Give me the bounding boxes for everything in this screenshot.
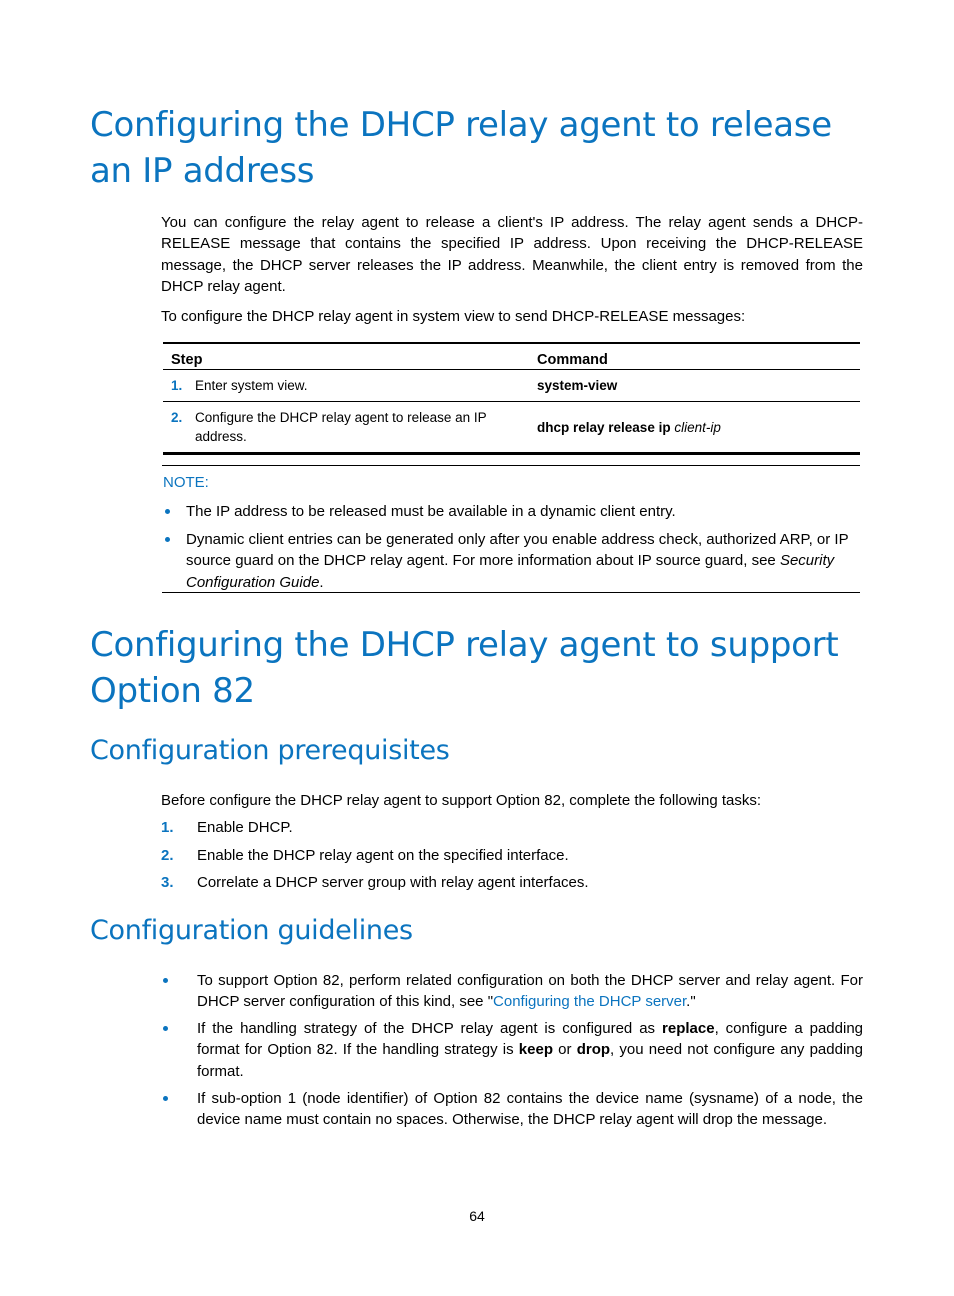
configuring-dhcp-server-link[interactable]: Configuring the DHCP server bbox=[493, 993, 687, 1011]
list-item-number: 2. bbox=[161, 847, 174, 864]
list-item-number: 1. bbox=[161, 819, 174, 836]
guideline-text-part: , configure a padding format for Option 82. If the handling strategy is bbox=[197, 1020, 864, 1059]
guideline-text-part: , you need not configure any padding format. bbox=[197, 1041, 863, 1080]
release-intro-paragraph: You can configure the relay agent to release a client's IP address. The relay agent sends a DHCP-RELEASE message that contains the specified IP address. Upon receiving the DHCP-RELEASE message, the DHCP server releases the IP address. Meanwhile, the client entry is removed from the DHCP relay agent. bbox=[161, 214, 863, 295]
table-row bbox=[163, 402, 860, 454]
note-item-text-tail: . bbox=[319, 573, 324, 591]
bullet-icon bbox=[165, 537, 170, 542]
table-header-row bbox=[163, 343, 860, 370]
section-title-option82: Configuring the DHCP relay agent to support Option 82 bbox=[90, 625, 839, 711]
keyword-keep: keep bbox=[518, 1041, 553, 1059]
bullet-icon bbox=[165, 509, 170, 514]
step-description: Configure the DHCP relay agent to release an IP address. bbox=[195, 410, 487, 444]
keyword-replace: replace bbox=[662, 1020, 715, 1037]
subsection-title-guidelines: Configuration guidelines bbox=[90, 915, 413, 946]
keyword-drop: drop bbox=[576, 1041, 611, 1059]
command-text: dhcp relay release ip bbox=[537, 419, 671, 435]
steps-table bbox=[163, 342, 860, 455]
guideline-text: If sub-option 1 (node identifier) of Option 82 contains the device name (sysname) of a node, the device name must contain no spaces. Otherwise, the DHCP relay agent will drop the message. bbox=[197, 1090, 863, 1129]
subsection-title-prerequisites: Configuration prerequisites bbox=[90, 735, 450, 766]
step-number: 1. bbox=[171, 378, 183, 393]
note-item-text-main: Dynamic client entries can be generated only after you enable address check, authorized ARP, or IP source guard on the DHCP relay agent. For more information about IP source guard, see bbox=[186, 531, 849, 570]
note-box bbox=[162, 465, 860, 593]
table-cell-command bbox=[529, 370, 860, 402]
list-item-text: Enable DHCP. bbox=[197, 819, 293, 836]
note-item-text: The IP address to be released must be available in a dynamic client entry. bbox=[186, 503, 676, 520]
bullet-icon bbox=[163, 1096, 168, 1101]
prerequisites-lead: Before configure the DHCP relay agent to support Option 82, complete the following tasks: bbox=[161, 792, 762, 809]
table-cell-step bbox=[163, 402, 529, 454]
table-header-step: Step bbox=[163, 343, 529, 370]
step-description: Enter system view. bbox=[195, 378, 308, 393]
page-number: 64 bbox=[469, 1208, 485, 1224]
section-title-release: Configuring the DHCP relay agent to release an IP address bbox=[90, 105, 832, 191]
command-text: system-view bbox=[537, 378, 618, 393]
guideline-text bbox=[197, 970, 863, 1013]
guideline-text-part: If the handling strategy of the DHCP relay agent is configured as bbox=[197, 1020, 663, 1037]
guideline-text-pre: To support Option 82, perform related configuration on both the DHCP server and relay agent. For DHCP server configuration of this kind, see " bbox=[197, 972, 863, 1011]
guideline-text bbox=[197, 1018, 863, 1082]
list-item-number: 3. bbox=[161, 874, 174, 891]
step-number: 2. bbox=[171, 410, 183, 425]
guideline-text-post: ." bbox=[686, 993, 696, 1011]
table-header-command: Command bbox=[529, 343, 860, 370]
note-item-text bbox=[186, 529, 852, 593]
release-lead-paragraph: To configure the DHCP relay agent in system view to send DHCP-RELEASE messages: bbox=[161, 308, 746, 325]
table-cell-command bbox=[529, 402, 860, 454]
bullet-icon bbox=[163, 1026, 168, 1031]
guide-reference: Security Configuration Guide bbox=[186, 552, 835, 591]
note-label: NOTE: bbox=[163, 474, 209, 491]
list-item-text: Correlate a DHCP server group with relay agent interfaces. bbox=[197, 874, 589, 891]
command-argument: client-ip bbox=[674, 419, 721, 435]
list-item-text: Enable the DHCP relay agent on the specified interface. bbox=[197, 847, 569, 864]
guideline-text-part: or bbox=[553, 1041, 577, 1059]
table-row bbox=[163, 370, 860, 402]
table-cell-step bbox=[163, 370, 529, 402]
bullet-icon bbox=[163, 978, 168, 983]
